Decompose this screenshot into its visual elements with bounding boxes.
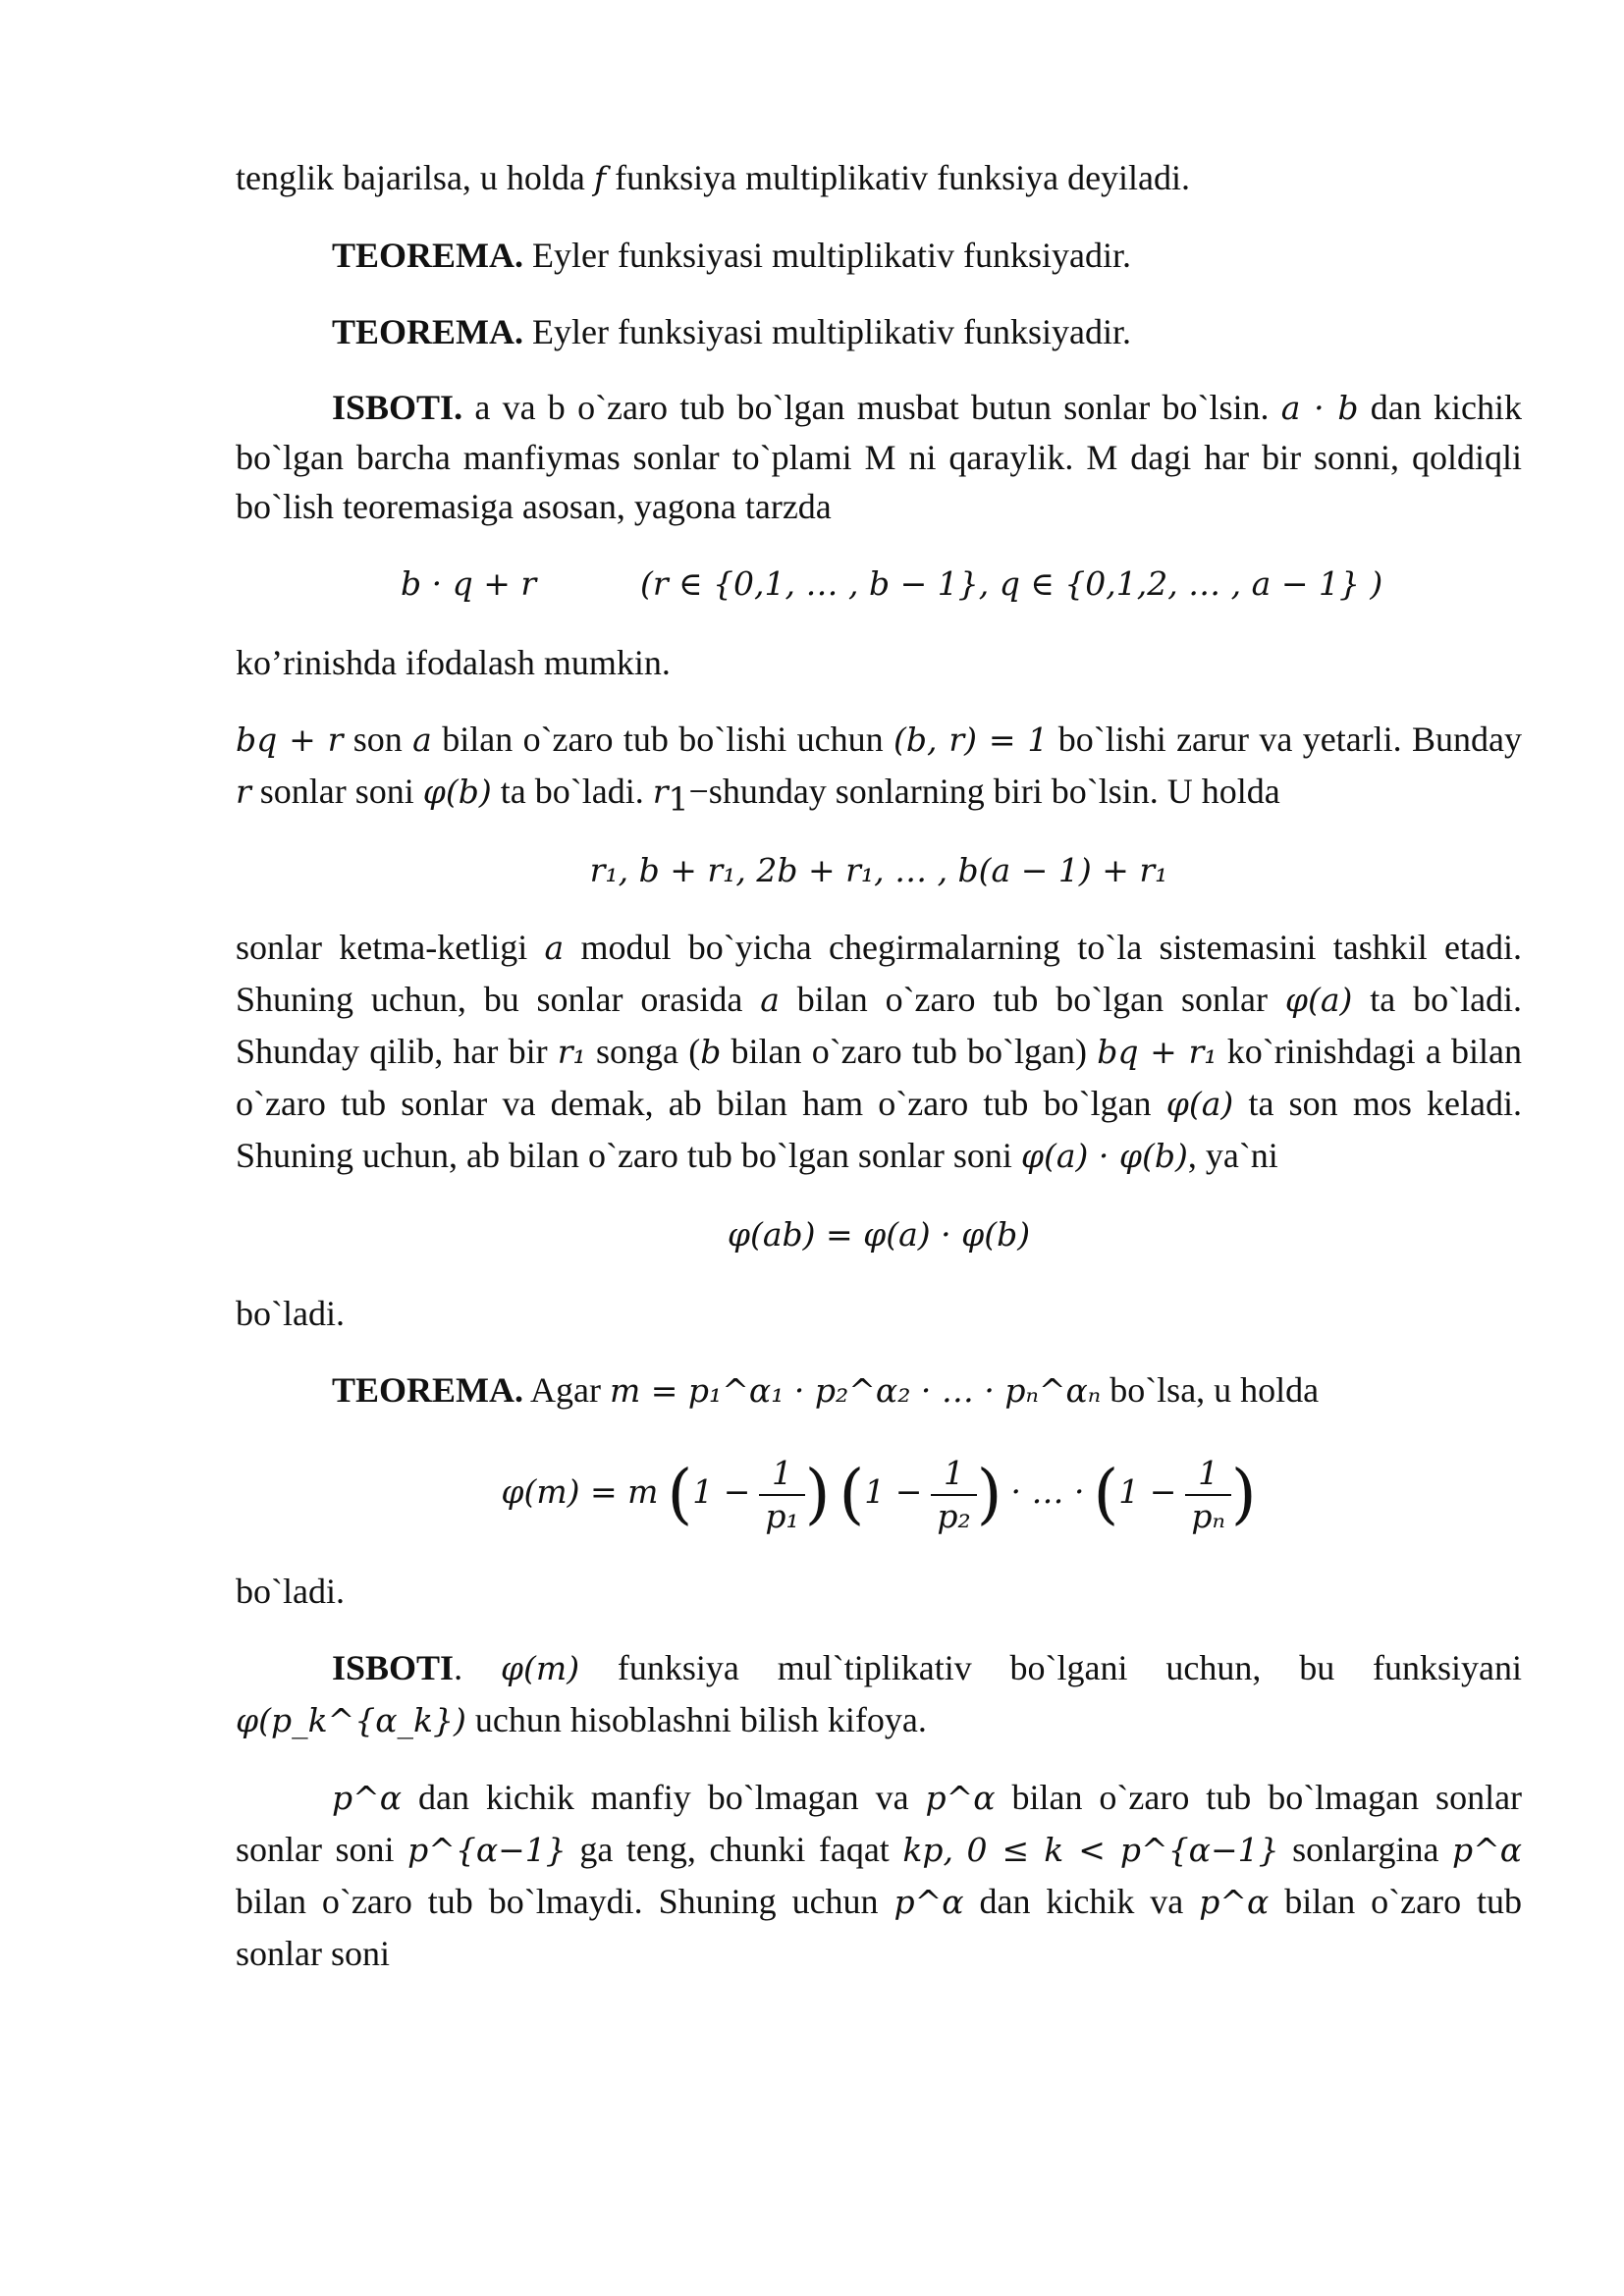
one-minus: 1 − [692, 1472, 751, 1511]
math: p^{α−1} [407, 1831, 567, 1869]
theorem-text: Eyler funksiyasi multiplikativ funksiyadir. [532, 312, 1131, 351]
text: ta bo`ladi. [500, 772, 644, 811]
math-r1 [652, 773, 689, 819]
equation-1 [236, 559, 1522, 610]
text: ta son mos keladi. Shuning uchun, ab bilan o`zaro tub bo`lgan sonlar soni [236, 1084, 1522, 1175]
text: bilan o`zaro tub bo`lgan sonlar [796, 980, 1268, 1019]
text: dan kichik bo`lgan barcha manfiymas sonlar to`plami M ni qaraylik. M dagi har bir sonni, qoldiqli bo`lish teoremasiga asosan, yagona tarzda [236, 388, 1523, 526]
math: p^α [1199, 1883, 1270, 1921]
math: a [760, 981, 780, 1019]
text: bilan o`zaro tub sonlar soni [236, 1882, 1523, 1973]
math: φ(m) [500, 1649, 580, 1687]
equation-4 [236, 1442, 1522, 1540]
one-minus: 1 − [864, 1472, 923, 1511]
paren-open: ( [1093, 1456, 1119, 1532]
math: φ(a) [1284, 981, 1353, 1019]
text: dan kichik va [979, 1882, 1184, 1921]
math: (b, r) = 1 [893, 721, 1049, 759]
math: p^α [893, 1883, 964, 1921]
fraction-3 [1185, 1453, 1231, 1537]
text: a va b o`zaro tub bo`lgan musbat butun sonlar bo`lsin. [474, 388, 1270, 427]
math-ab: a · b [1280, 389, 1359, 427]
paragraph-6: bo`ladi. [236, 1572, 345, 1611]
proof-label: ISBOTI. [332, 388, 463, 427]
math: r [236, 773, 251, 811]
theorem-label: TEOREMA. [332, 1370, 524, 1410]
math-f: f [593, 159, 607, 197]
math: r₁ [557, 1033, 586, 1071]
math: a [412, 721, 432, 759]
denominator: pₙ [1191, 1496, 1225, 1535]
math: 0 ≤ k < p^{α−1} [966, 1831, 1279, 1869]
text: bilan o`zaro tub bo`lishi uchun [442, 720, 884, 759]
denominator: p₂ [937, 1496, 971, 1535]
text: bilan o`zaro tub bo`lmagan sonlar sonlar soni [236, 1778, 1523, 1869]
r: r [652, 773, 669, 811]
intro-line [236, 152, 1522, 204]
proof-2: ISBOTI. φ(m) funksiya mul`tiplikativ bo`lgani uchun, bu funksiyani φ(p_k^{α_k}) uchun hisoblashni bilish kifoya. [236, 1648, 1523, 1739]
math: φ(a) · φ(b) [1020, 1137, 1188, 1175]
text: sonlar soni [259, 772, 414, 811]
text: sonlargina [1292, 1830, 1439, 1869]
text: Agar [530, 1370, 601, 1410]
text: funksiya mul`tiplikativ bo`lgani uchun, bu funksiyani [617, 1648, 1523, 1687]
text: sonlar ketma-ketligi [236, 928, 528, 967]
dots: · … · [1010, 1472, 1085, 1511]
math: bq + r₁ [1097, 1033, 1218, 1071]
text: ta bo`ladi. Shunday qilib, har bir [236, 980, 1523, 1071]
math: φ(b) [422, 773, 492, 811]
proof-label: ISBOTI [332, 1648, 455, 1687]
text: uchun hisoblashni bilish kifoya. [474, 1700, 927, 1739]
theorem-text: Eyler funksiyasi multiplikativ funksiyadir. [532, 236, 1131, 275]
text: son [352, 720, 403, 759]
text: tenglik bajarilsa, u holda [236, 158, 585, 197]
text: bo`lsa, u holda [1110, 1370, 1320, 1410]
eq4-left: φ(m) = m [501, 1472, 659, 1511]
text: dan kichik manfiy bo`lmagan va [418, 1778, 909, 1817]
paren-open: ( [839, 1456, 865, 1532]
math: m = p₁^α₁ · p₂^α₂ · … · pₙ^αₙ [610, 1371, 1102, 1410]
numerator: 1 [759, 1453, 804, 1496]
denominator: p₁ [765, 1496, 799, 1535]
text: ko`rinishdagi a bilan o`zaro tub sonlar va demak, ab bilan ham o`zaro tub bo`lgan [236, 1032, 1523, 1123]
proof-1 [236, 383, 1522, 531]
math: b [700, 1033, 722, 1071]
math: kp, [902, 1831, 953, 1869]
math: bq + r [236, 721, 344, 759]
theorem-label: TEOREMA. [332, 312, 524, 351]
eq1-right: (r ∈ {0,1, … , b − 1}, q ∈ {0,1,2, … , a − 1} ) [640, 564, 1383, 603]
fraction-1 [759, 1453, 804, 1537]
equation-2: r₁, b + r₁, 2b + r₁, … , b(a − 1) + r₁ [589, 851, 1168, 889]
paragraph-4 [236, 922, 1522, 1182]
eq1-left: b · q + r [401, 564, 537, 603]
math: φ(p_k^{α_k}) [236, 1701, 466, 1739]
sub: 1 [668, 779, 689, 819]
theorem-label: TEOREMA. [332, 236, 524, 275]
paragraph-2: ko’rinishda ifodalash mumkin. [236, 643, 671, 682]
theorem-1 [236, 230, 1522, 281]
paragraph-3 [236, 714, 1522, 818]
math: φ(a) [1165, 1085, 1234, 1123]
paragraph-7 [236, 1772, 1522, 1979]
equation-3: φ(ab) = φ(a) · φ(b) [727, 1215, 1031, 1254]
text: funksiya multiplikativ funksiya deyiladi. [615, 158, 1191, 197]
paren-close: ) [804, 1456, 831, 1532]
math: p^α [332, 1779, 403, 1817]
theorem-3 [236, 1364, 1522, 1416]
paren-close: ) [976, 1456, 1002, 1532]
text: songa ( [596, 1032, 701, 1071]
math: p^α [1452, 1831, 1523, 1869]
one-minus: 1 − [1118, 1472, 1177, 1511]
text: modul bo`yicha chegirmalarning to`la sistemasini tashkil etadi. Shuning uchun, bu sonlar orasida [236, 928, 1523, 1019]
text: bilan o`zaro tub bo`lmaydi. Shuning uchun [236, 1882, 879, 1921]
text: bo`lishi zarur va yetarli. Bunday [1057, 720, 1523, 759]
text: bilan o`zaro tub bo`lgan) [731, 1032, 1087, 1071]
text: ga teng, chunki faqat [579, 1830, 890, 1869]
math: p^α [925, 1779, 996, 1817]
paragraph-5: bo`ladi. [236, 1294, 345, 1333]
text: , ya`ni [1187, 1136, 1278, 1175]
document-page [236, 152, 1522, 1979]
theorem-2 [236, 306, 1522, 357]
numerator: 1 [1185, 1453, 1231, 1496]
text: −shunday sonlarning biri bo`lsin. U holda [688, 772, 1280, 811]
paren-close: ) [1230, 1456, 1257, 1532]
math: a [544, 929, 565, 967]
numerator: 1 [931, 1453, 976, 1496]
fraction-2 [931, 1453, 976, 1537]
paren-open: ( [667, 1456, 693, 1532]
